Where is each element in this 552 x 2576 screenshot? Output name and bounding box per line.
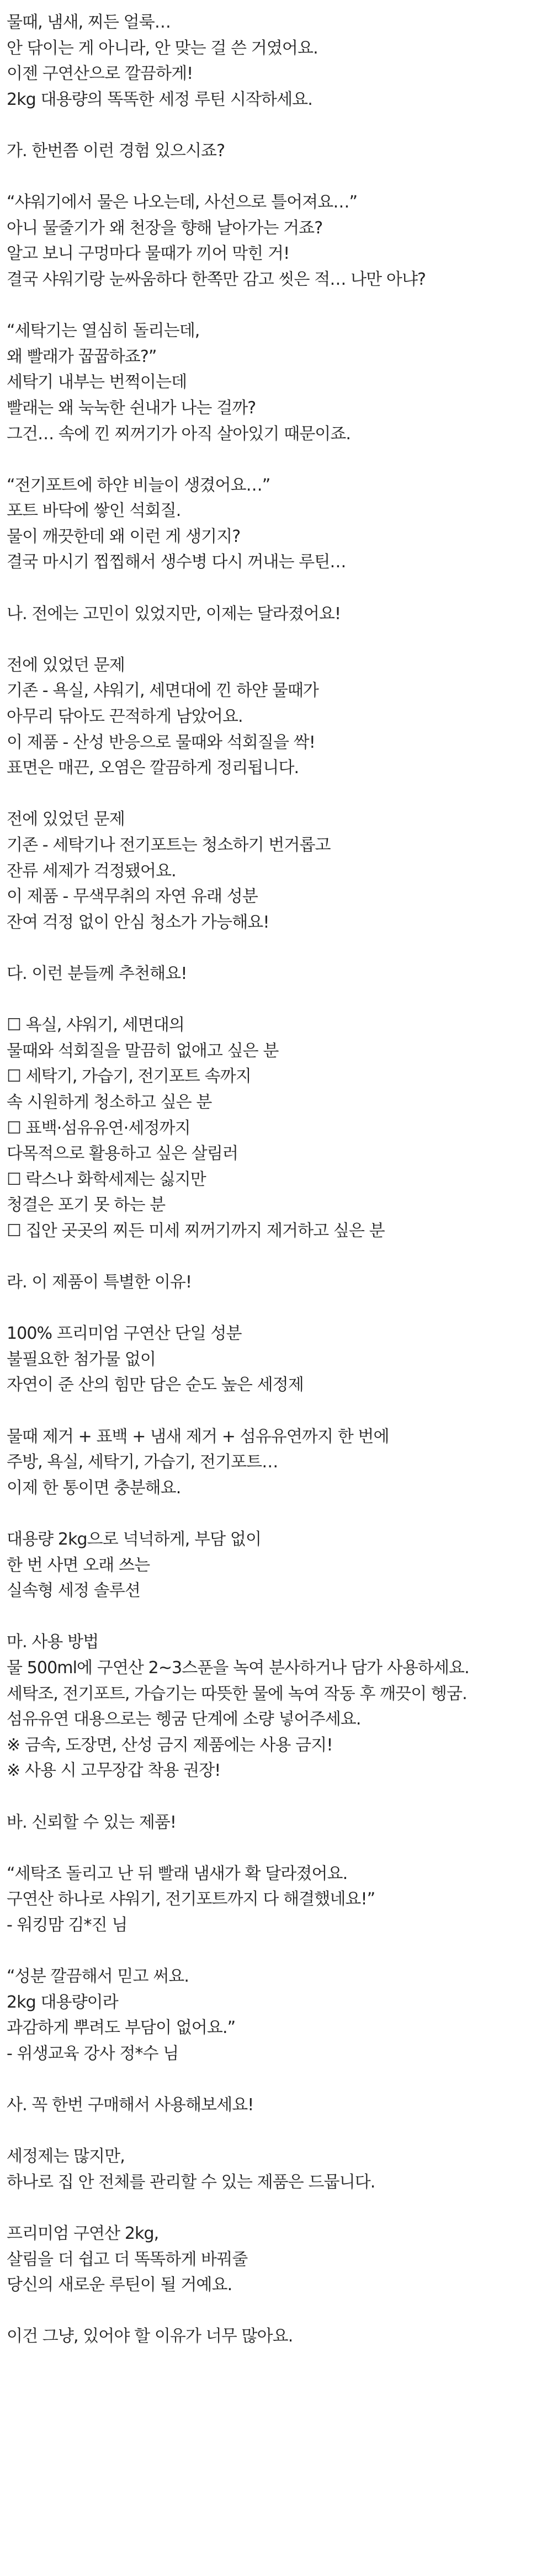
text-line: 물때와 석회질을 말끔히 없애고 싶은 분 xyxy=(7,1041,279,1061)
paragraph xyxy=(7,1810,537,1836)
text-line: 이 제품 - 산성 반응으로 물때와 석회질을 싹! xyxy=(7,732,315,752)
text-line: 표면은 매끈, 오염은 깔끔하게 정리됩니다. xyxy=(7,758,299,778)
text-line: 잔여 걱정 없이 안심 청소가 가능해요! xyxy=(7,912,269,932)
paragraph xyxy=(7,1013,537,1244)
text-line: 프리미엄 구연산 2kg, xyxy=(7,2224,159,2244)
text-line: 청결은 포기 못 하는 분 xyxy=(7,1195,166,1215)
paragraph xyxy=(7,1527,537,1604)
text-line: 잔류 세제가 걱정됐어요. xyxy=(7,861,176,881)
text-line: “성분 깔끔해서 믿고 써요. xyxy=(7,1967,189,1987)
text-line: 포트 바닥에 쌓인 석회질. xyxy=(7,501,181,521)
text-line: 불필요한 첨가물 없이 xyxy=(7,1349,156,1369)
paragraph xyxy=(7,2144,537,2195)
text-line: 한 번 사면 오래 쓰는 xyxy=(7,1555,150,1575)
text-line: 물때 제거 + 표백 + 냄새 제거 + 섬유유연까지 한 번에 xyxy=(7,1427,389,1446)
text-line: 물이 깨끗한데 왜 이런 게 생기지? xyxy=(7,526,241,546)
text-line: 섬유유연 대용으로는 헹굼 단계에 소량 넣어주세요. xyxy=(7,1710,361,1729)
text-line: 바. 신뢰할 수 있는 제품! xyxy=(7,1812,177,1832)
text-line: 알고 보니 구멍마다 물때가 끼어 막힌 거! xyxy=(7,244,290,264)
text-line: 주방, 욕실, 세탁기, 가습기, 전기포트… xyxy=(7,1452,278,1472)
paragraph xyxy=(7,1630,537,1784)
text-line: 왜 빨래가 꿉꿉하죠?” xyxy=(7,347,157,366)
paragraph xyxy=(7,1964,537,2067)
text-line: 과감하게 뿌려도 부담이 없어요.” xyxy=(7,2018,236,2038)
text-line: 대용량 2kg으로 넉넉하게, 부담 없이 xyxy=(7,1530,262,1550)
paragraph xyxy=(7,1270,537,1296)
text-line: “세탁기는 열심히 돌리는데, xyxy=(7,321,200,341)
paragraph xyxy=(7,190,537,292)
text-line: 속 시원하게 청소하고 싶은 분 xyxy=(7,1092,212,1112)
text-line: ☐ 욕실, 샤워기, 세면대의 xyxy=(7,1015,184,1035)
text-line: 100% 프리미엄 구연산 단일 성분 xyxy=(7,1324,242,1344)
paragraph xyxy=(7,139,537,164)
paragraph xyxy=(7,602,537,627)
text-line: 가. 한번쯤 이런 경험 있으시죠? xyxy=(7,141,225,161)
text-line: 안 닦이는 게 아니라, 안 맞는 걸 쓴 거였어요. xyxy=(7,38,318,58)
paragraph xyxy=(7,318,537,447)
text-line: 그건… 속에 낀 찌꺼기가 아직 살아있기 때문이죠. xyxy=(7,424,351,444)
text-line: 아무리 닦아도 끈적하게 남았어요. xyxy=(7,707,243,727)
text-line: - 위생교육 강사 정*수 님 xyxy=(7,2043,179,2063)
text-line: 다. 이런 분들께 추천해요! xyxy=(7,964,187,983)
text-line: “전기포트에 하얀 비늘이 생겼어요…” xyxy=(7,475,270,495)
text-line: 살림을 더 쉽고 더 똑똑하게 바꿔줄 xyxy=(7,2249,248,2269)
text-line: 기존 - 세탁기나 전기포트는 청소하기 번거롭고 xyxy=(7,835,331,855)
paragraph xyxy=(7,961,537,987)
paragraph xyxy=(7,473,537,576)
text-line: 나. 전에는 고민이 있었지만, 이제는 달라졌어요! xyxy=(7,604,341,624)
text-line: ☐ 표백·섬유유연·세정까지 xyxy=(7,1118,190,1138)
paragraph xyxy=(7,2093,537,2119)
text-line: 전에 있었던 문제 xyxy=(7,810,125,829)
paragraph xyxy=(7,807,537,935)
text-line: 전에 있었던 문제 xyxy=(7,655,125,675)
text-line: 아니 물줄기가 왜 천장을 향해 날아가는 거죠? xyxy=(7,218,323,238)
text-line: 물때, 냄새, 찌든 얼룩… xyxy=(7,13,171,32)
text-line: 결국 샤워기랑 눈싸움하다 한쪽만 감고 씻은 적… 나만 아냐? xyxy=(7,269,426,289)
text-line: 물 500ml에 구연산 2~3스푼을 녹여 분사하거나 담가 사용하세요. xyxy=(7,1658,469,1678)
text-line: 구연산 하나로 샤워기, 전기포트까지 다 해결했네요!” xyxy=(7,1890,375,1909)
text-line: 2kg 대용량의 똑똑한 세정 루틴 시작하세요. xyxy=(7,89,312,109)
text-line: 세탁조, 전기포트, 가습기는 따뜻한 물에 녹여 작동 후 깨끗이 헹굼. xyxy=(7,1684,467,1704)
text-line: ☐ 집안 곳곳의 찌든 미세 찌꺼기까지 제거하고 싶은 분 xyxy=(7,1221,385,1241)
paragraph xyxy=(7,10,537,113)
text-line: ☐ 세탁기, 가습기, 전기포트 속까지 xyxy=(7,1067,251,1087)
paragraph xyxy=(7,1424,537,1502)
text-line: ※ 금속, 도장면, 산성 금지 제품에는 사용 금지! xyxy=(7,1735,333,1755)
text-line: 당신의 새로운 루틴이 될 거예요. xyxy=(7,2275,232,2295)
text-line: 이젠 구연산으로 깔끔하게! xyxy=(7,64,193,84)
text-line: “세탁조 돌리고 난 뒤 빨래 냄새가 확 달라졌어요. xyxy=(7,1864,348,1883)
text-line: 라. 이 제품이 특별한 이유! xyxy=(7,1273,192,1292)
text-line: 사. 꼭 한번 구매해서 사용해보세요! xyxy=(7,2095,254,2115)
text-line: 다목적으로 활용하고 싶은 살림러 xyxy=(7,1144,238,1164)
text-line: 자연이 준 산의 힘만 담은 순도 높은 세정제 xyxy=(7,1375,304,1395)
text-line: ※ 사용 시 고무장갑 착용 권장! xyxy=(7,1761,221,1781)
text-line: - 워킹맘 김*진 님 xyxy=(7,1915,128,1935)
text-line: 실속형 세정 솔루션 xyxy=(7,1581,140,1601)
text-line: 세탁기 내부는 번쩍이는데 xyxy=(7,372,187,392)
paragraph xyxy=(7,1321,537,1398)
text-line: 이제 한 통이면 충분해요. xyxy=(7,1478,181,1498)
text-line: 세정제는 많지만, xyxy=(7,2147,125,2167)
text-line: “샤워기에서 물은 나오는데, 사선으로 틀어져요…” xyxy=(7,193,358,212)
text-line: ☐ 락스나 화학세제는 싫지만 xyxy=(7,1169,206,1189)
paragraph xyxy=(7,653,537,781)
text-line: 기존 - 욕실, 샤워기, 세면대에 낀 하얀 물때가 xyxy=(7,681,319,701)
paragraph xyxy=(7,2324,537,2350)
paragraph xyxy=(7,1861,537,1939)
text-line: 2kg 대용량이라 xyxy=(7,1992,118,2012)
text-line: 결국 마시기 찝찝해서 생수병 다시 꺼내는 루틴… xyxy=(7,552,346,572)
paragraph xyxy=(7,2221,537,2298)
document-body xyxy=(7,10,537,2376)
text-line: 빨래는 왜 눅눅한 쉰내가 나는 걸까? xyxy=(7,398,256,418)
text-line: 하나로 집 안 전체를 관리할 수 있는 제품은 드뭅니다. xyxy=(7,2172,375,2192)
text-line: 이 제품 - 무색무취의 자연 유래 성분 xyxy=(7,887,258,907)
text-line: 이건 그냥, 있어야 할 이유가 너무 많아요. xyxy=(7,2327,293,2346)
text-line: 마. 사용 방법 xyxy=(7,1632,99,1652)
